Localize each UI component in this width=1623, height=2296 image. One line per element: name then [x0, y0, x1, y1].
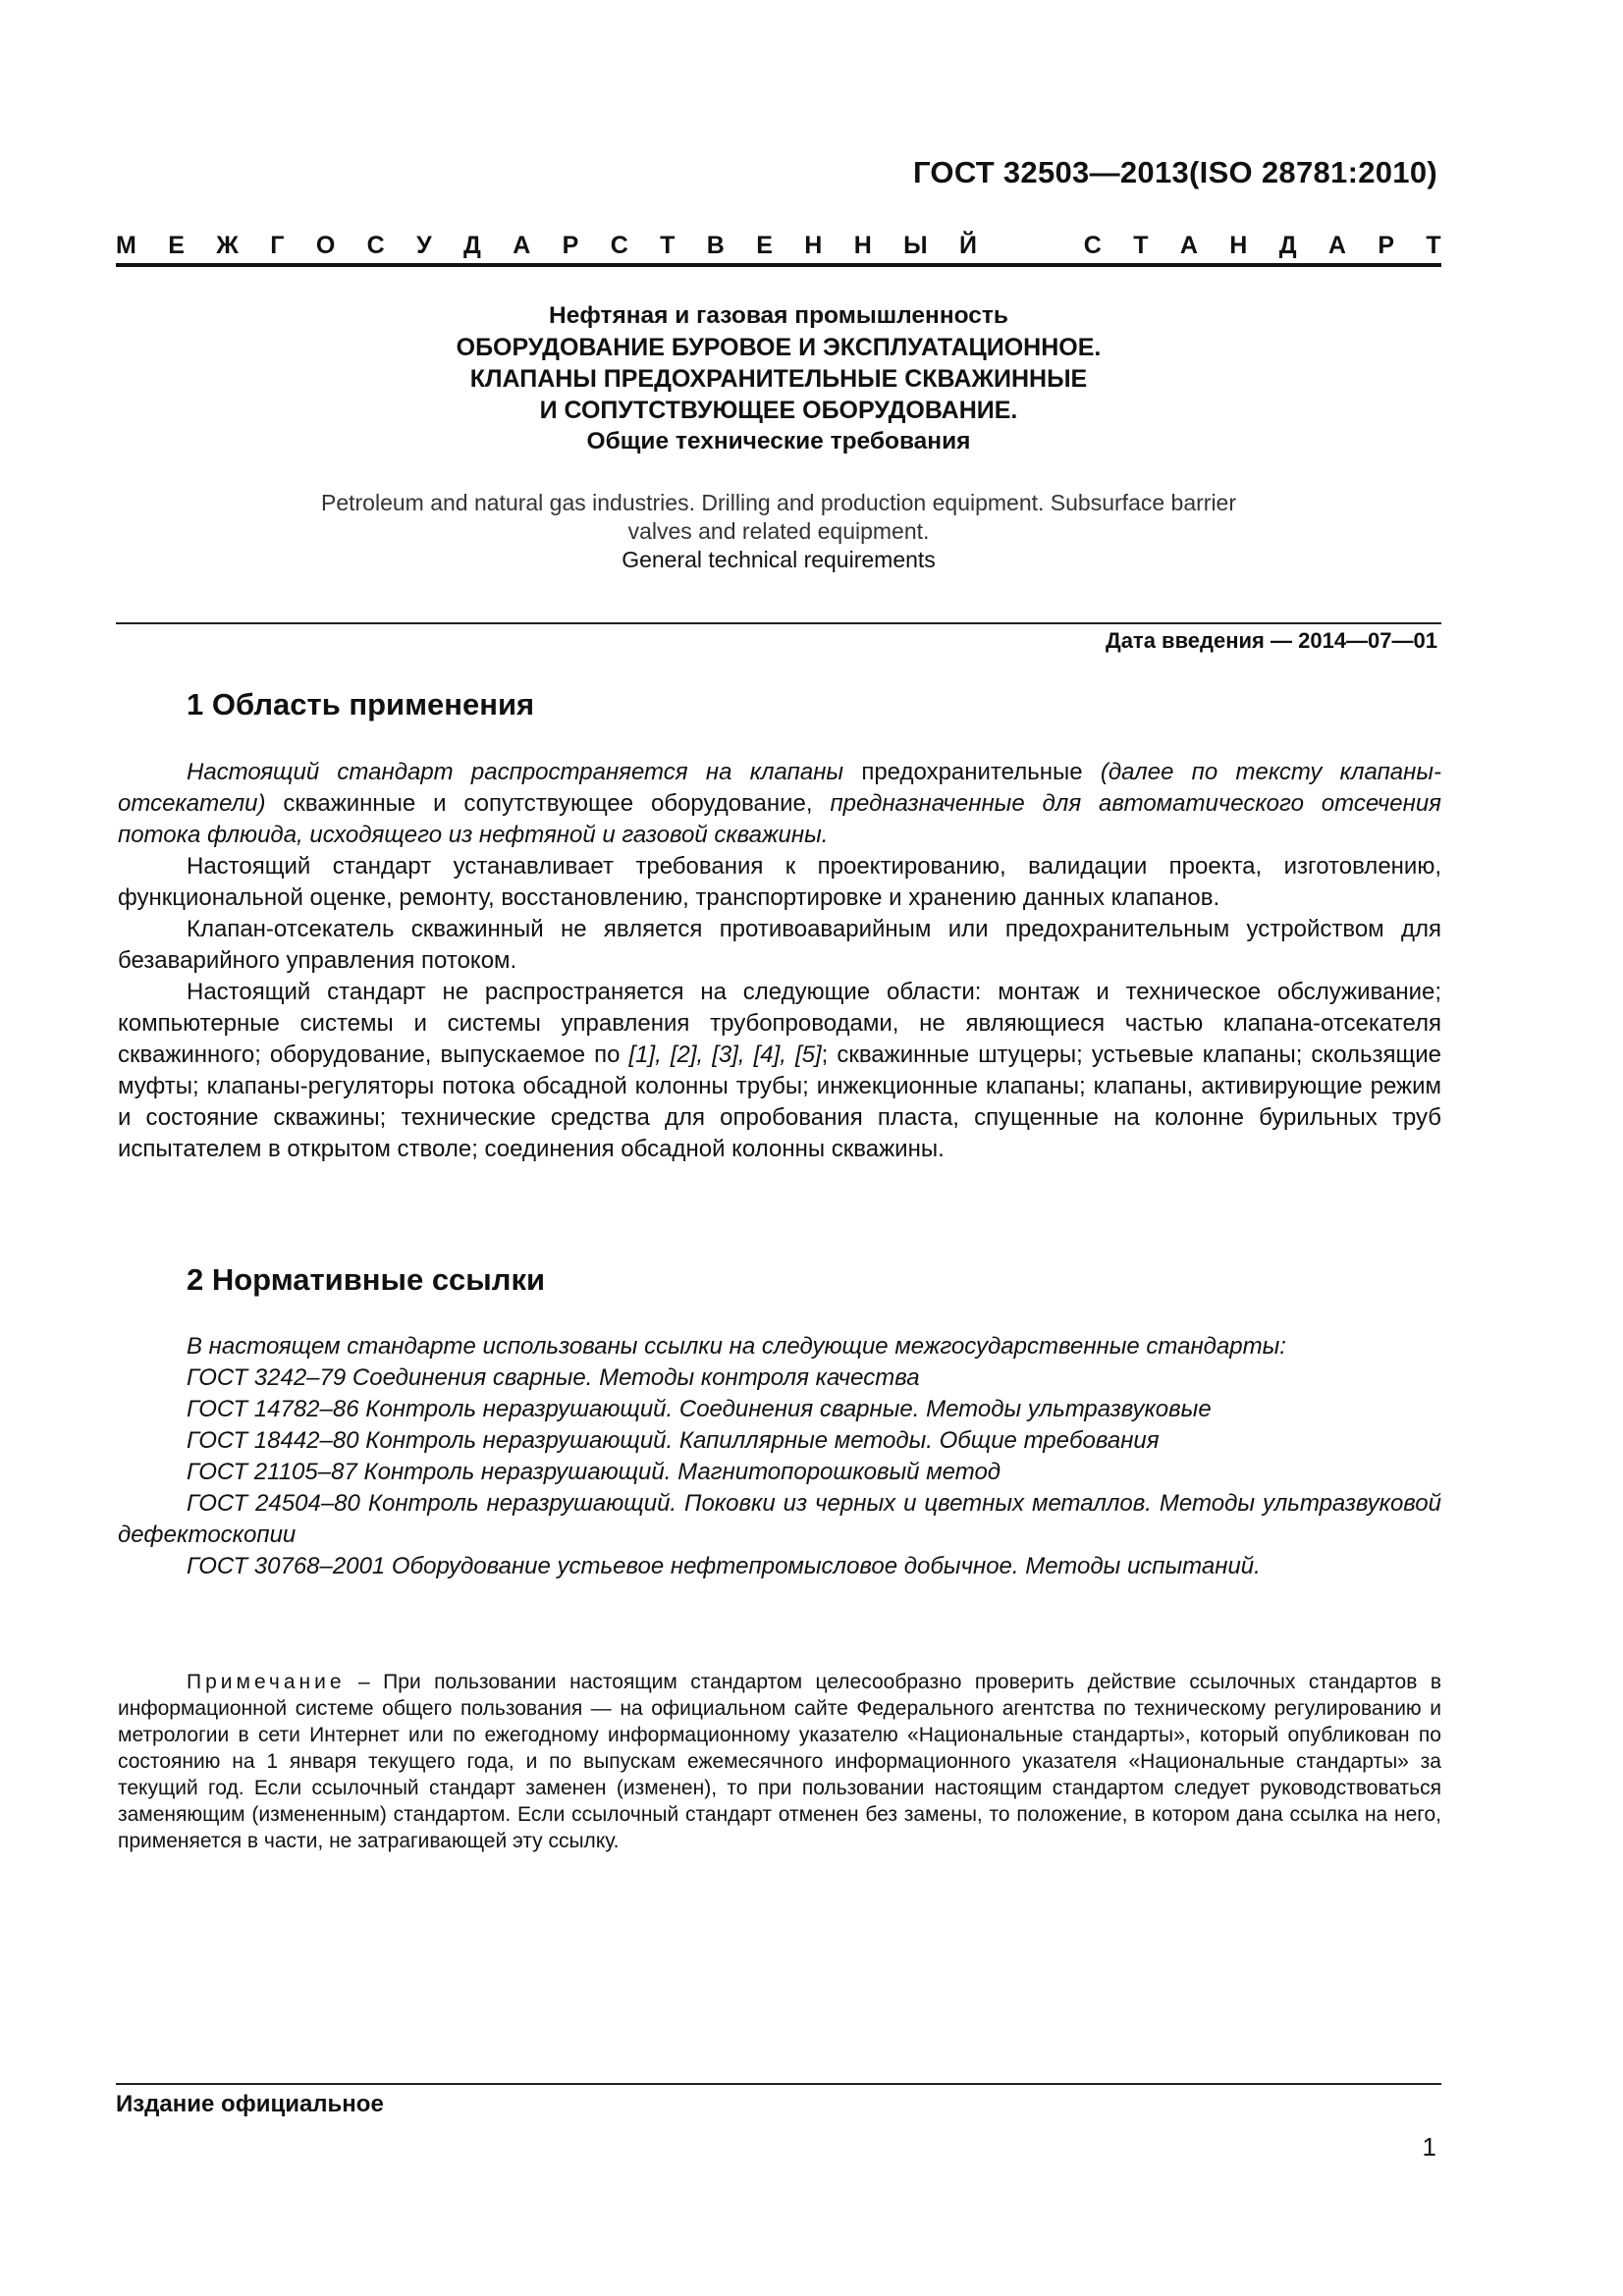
- gost-code: ГОСТ 32503—2013(ISO 28781:2010): [912, 155, 1437, 189]
- bibliography-refs: [1], [2], [3], [4], [5]: [628, 1041, 822, 1068]
- reference-item: ГОСТ 30768–2001 Оборудование устьевое нефтепромысловое добычное. Методы испытаний.: [187, 1553, 1261, 1579]
- scope-text: Настоящий стандарт не распространяется на следующие области: монтаж и техническое обслуживание; компьютерные системы и системы управления трубопроводами, не являющиеся частью клапана-отсекателя скважинного; оборудование, выпускаемое по: [118, 979, 1441, 1068]
- note-paragraph: [118, 1669, 1441, 1854]
- interstate-letter: Т: [660, 232, 676, 259]
- scope-paragraph-4: [118, 977, 1441, 1165]
- scope-text-italic: (далее по тексту клапаны-отсекатели): [118, 759, 1441, 817]
- interstate-letter: Р: [562, 232, 579, 259]
- header-divider: [116, 263, 1441, 267]
- interstate-letter: А: [513, 232, 531, 259]
- standard-letter: Н: [1229, 232, 1248, 259]
- scope-paragraph-2: Настоящий стандарт устанавливает требования к проектированию, валидации проекта, изготовлению, функциональной оценке, ремонту, восстановлению, транспортировке и хранению данных клапанов.: [118, 853, 1441, 911]
- scope-paragraph-1: [118, 757, 1441, 851]
- interstate-letter: Д: [463, 232, 481, 259]
- section-1-heading: 1 Область применения: [187, 687, 535, 721]
- section-2-heading: 2 Нормативные ссылки: [187, 1262, 546, 1297]
- reference-item: ГОСТ 3242–79 Соединения сварные. Методы контроля качества: [187, 1364, 920, 1391]
- interstate-letter: С: [366, 232, 385, 259]
- title-line-industry: Нефтяная и газовая промышленность: [549, 302, 1008, 329]
- reference-item: ГОСТ 21105–87 Контроль неразрушающий. Магнитопорошковый метод: [187, 1459, 1001, 1485]
- section-2-body: [118, 1331, 1441, 1582]
- standard-letter: Т: [1133, 232, 1149, 259]
- title-line-equipment: ОБОРУДОВАНИЕ БУРОВОЕ И ЭКСПЛУАТАЦИОННОЕ.: [456, 334, 1102, 361]
- official-edition-label: Издание официальное: [116, 2091, 384, 2117]
- title-line-related: И СОПУТСТВУЮЩЕЕ ОБОРУДОВАНИЕ.: [539, 397, 1018, 424]
- interstate-letter: Й: [959, 232, 977, 259]
- interstate-letter: С: [610, 232, 628, 259]
- word-gap: [1008, 232, 1052, 260]
- footer-divider: [116, 2083, 1441, 2085]
- interstate-letter: У: [416, 232, 432, 259]
- reference-item: ГОСТ 24504–80 Контроль неразрушающий. Поковки из черных и цветных металлов. Методы ультразвуковой дефектоскопии: [118, 1490, 1441, 1548]
- note-text: – При пользовании настоящим стандартом целесообразно проверить действие ссылочных стандартов в информационной системе общего пользования — на официальном сайте Федерального агентства по техническому регулированию и метрологии в сети Интернет или по ежегодному информационному указателю «Национальные стандарты», который опубликован по состоянию на 1 января текущего года, и по выпускам ежемесячного информационного указателя «Национальные стандарты» за текущий год. Если ссылочный стандарт заменен (изменен), то при пользовании настоящим стандартом следует руководствоваться заменяющим (измененным) стандартом. Если ссылочный стандарт отменен без замены, то положение, в котором дана ссылка на него, применяется в части, не затрагивающей эту ссылку.: [118, 1671, 1441, 1852]
- scope-text-italic: Настоящий стандарт распространяется на клапаны: [187, 759, 844, 785]
- section-1-body: [118, 757, 1441, 1165]
- english-title: [116, 489, 1441, 574]
- scope-text: предохранительные: [843, 759, 1101, 785]
- title-line-valves: КЛАПАНЫ ПРЕДОХРАНИТЕЛЬНЫЕ СКВАЖИННЫЕ: [469, 365, 1088, 393]
- english-title-line: valves and related equipment.: [627, 518, 930, 544]
- scope-text: скважинные и сопутствующее оборудование,: [265, 790, 831, 817]
- interstate-letter: Ы: [903, 232, 928, 259]
- standard-letter: Д: [1278, 232, 1297, 259]
- intro-date: Дата введения — 2014—07—01: [1106, 628, 1437, 653]
- scope-paragraph-3: Клапан-отсекатель скважинный не является противоаварийным или предохранительным устройством для безаварийного управления потоком.: [118, 916, 1441, 974]
- scope-text-italic: предназначенные для автоматического отсечения потока флюида, исходящего из нефтяной и газовой скважины.: [118, 790, 1441, 848]
- interstate-letter: В: [706, 232, 725, 259]
- standard-letter: А: [1327, 232, 1346, 259]
- english-title-line: Petroleum and natural gas industries. Drilling and production equipment. Subsurface barrier: [320, 490, 1237, 515]
- title-line-requirements: Общие технические требования: [586, 428, 971, 454]
- interstate-letter: Е: [168, 232, 185, 259]
- note-block: [118, 1669, 1441, 1854]
- title-divider: [116, 622, 1441, 624]
- standard-letter: С: [1083, 232, 1102, 259]
- page-number: 1: [1422, 2132, 1436, 2162]
- scope-text: ; скважинные штуцеры; устьевые клапаны; скользящие муфты; клапаны-регуляторы потока обсадной колонны трубы; инжекционные клапаны; клапаны, активирующие режим и состояние скважины; технические средства для опробования пласта, спущенные на колонне бурильных труб испытателем в открытом стволе; соединения обсадной колонны скважины.: [118, 1041, 1442, 1162]
- reference-item: ГОСТ 18442–80 Контроль неразрушающий. Капиллярные методы. Общие требования: [187, 1427, 1160, 1454]
- reference-item: ГОСТ 14782–86 Контроль неразрушающий. Соединения сварные. Методы ультразвуковые: [187, 1396, 1212, 1422]
- interstate-letter: О: [315, 232, 336, 259]
- standard-letter: Т: [1426, 232, 1441, 259]
- interstate-letter: Н: [804, 232, 823, 259]
- references-intro: В настоящем стандарте использованы ссылки на следующие межгосударственные стандарты:: [187, 1333, 1286, 1360]
- interstate-letter: Н: [853, 232, 872, 259]
- interstate-letter: Ж: [216, 232, 239, 259]
- standard-letter: А: [1179, 232, 1198, 259]
- interstate-letter: Г: [270, 232, 285, 259]
- interstate-letter: Е: [756, 232, 773, 259]
- note-label: Примечание: [187, 1671, 346, 1693]
- english-title-line: General technical requirements: [622, 547, 936, 572]
- interstate-letter: М: [116, 232, 136, 259]
- interstate-standard-label: [116, 232, 1441, 260]
- russian-title: [116, 300, 1441, 457]
- standard-letter: Р: [1378, 232, 1395, 259]
